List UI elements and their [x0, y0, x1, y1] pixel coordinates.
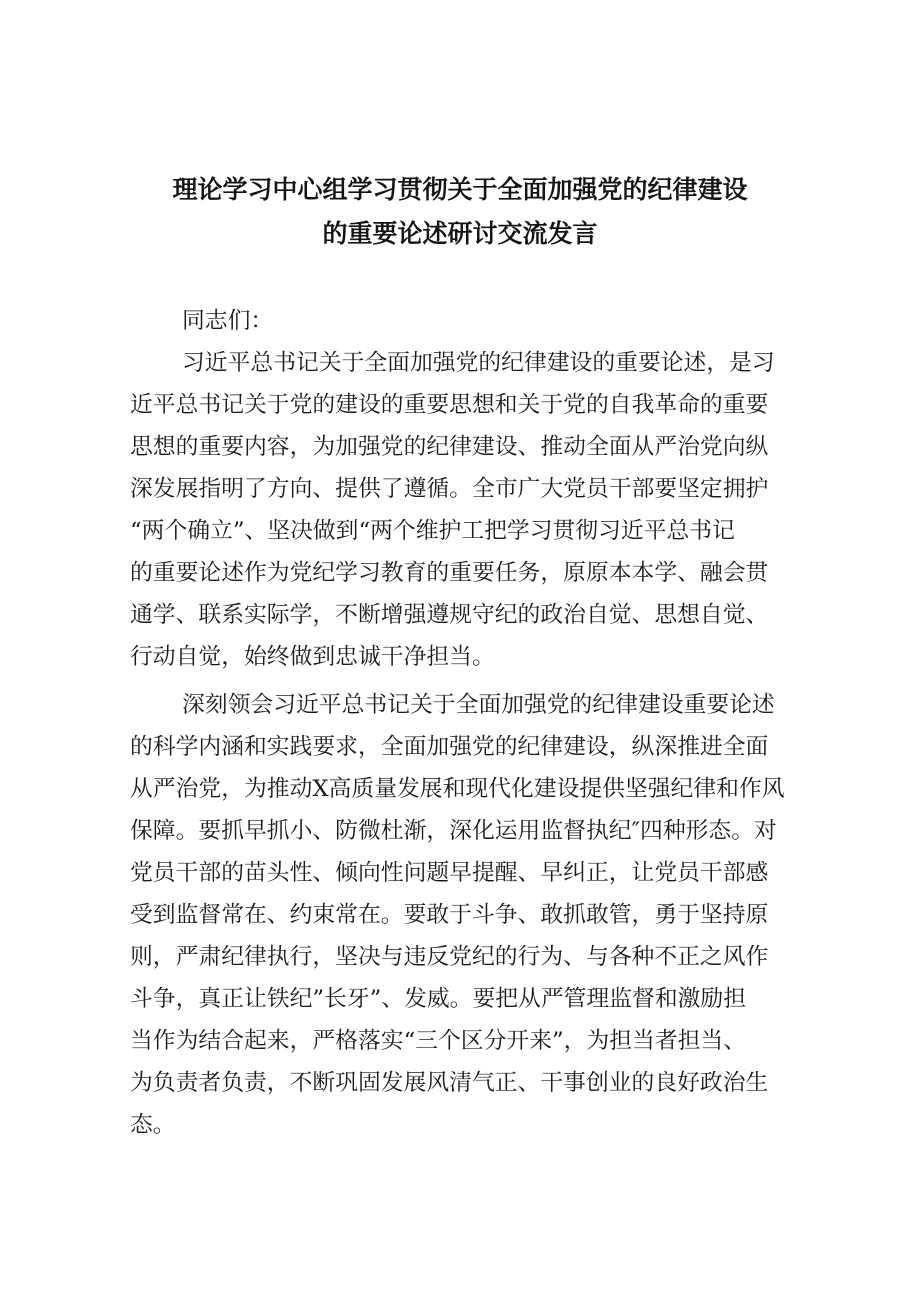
paragraph-1 — [130, 342, 790, 678]
paragraph-line: 从严治党，为推动X高质量发展和现代化建设提供坚强纪律和作风 — [130, 776, 785, 802]
paragraph-line: 通学、联系实际学，不断增强遵规守纪的政治自觉、思想自觉、 — [130, 602, 769, 628]
paragraph-line: 则，严肃纪律执行，坚决与违反党纪的行为、与各种不正之风作 — [130, 944, 769, 970]
paragraph-2 — [130, 684, 790, 1146]
paragraph-line: 的重要论述作为党纪学习教育的重要任务，原原本本学、融会贯 — [130, 560, 769, 586]
paragraph-line: 斗争，真正让铁纪”长牙”、发威。要把从严管理监督和激励担 — [130, 986, 747, 1012]
title-line-1: 理论学习中心组学习贯彻关于全面加强党的纪律建设 — [172, 175, 748, 204]
paragraph-line: 近平总书记关于党的建设的重要思想和关于党的自我革命的重要 — [130, 392, 769, 418]
paragraph-line: 思想的重要内容，为加强党的纪律建设、推动全面从严治党向纵 — [130, 434, 769, 460]
paragraph-line: 深刻领会习近平总书记关于全面加强党的纪律建设重要论述 — [182, 692, 775, 718]
paragraph-line: 党员干部的苗头性、倾向性问题早提醒、早纠正，让党员干部感 — [130, 860, 769, 886]
paragraph-line: 行动自觉，始终做到忠诚干净担当。 — [130, 644, 495, 670]
paragraph-line: 当作为结合起来，严格落实“三个区分开来”，为担当者担当、 — [130, 1028, 747, 1054]
document-body — [130, 300, 790, 1146]
salutation: 同志们： — [182, 308, 274, 334]
paragraph-line: “两个确立”、坚决做到“两个维护工把学习贯彻习近平总书记 — [130, 518, 735, 544]
document-title — [120, 168, 800, 256]
title-line-2: 的重要论述研讨交流发言 — [322, 219, 598, 248]
paragraph-line: 深发展指明了方向、提供了遵循。全市广大党员干部要坚定拥护 — [130, 476, 769, 502]
paragraph-line: 态。 — [130, 1112, 176, 1138]
paragraph-line: 为负责者负责，不断巩固发展风清气正、干事创业的良好政治生 — [130, 1070, 769, 1096]
paragraph-line: 保障。要抓早抓小、防微杜渐，深化运用监督执纪″四种形态。对 — [130, 818, 777, 844]
paragraph-line: 的科学内涵和实践要求，全面加强党的纪律建设，纵深推进全面 — [130, 734, 769, 760]
paragraph-line: 习近平总书记关于全面加强党的纪律建设的重要论述，是习 — [182, 350, 775, 376]
paragraph-line: 受到监督常在、约束常在。要敢于斗争、敢抓敢管，勇于坚持原 — [130, 902, 769, 928]
